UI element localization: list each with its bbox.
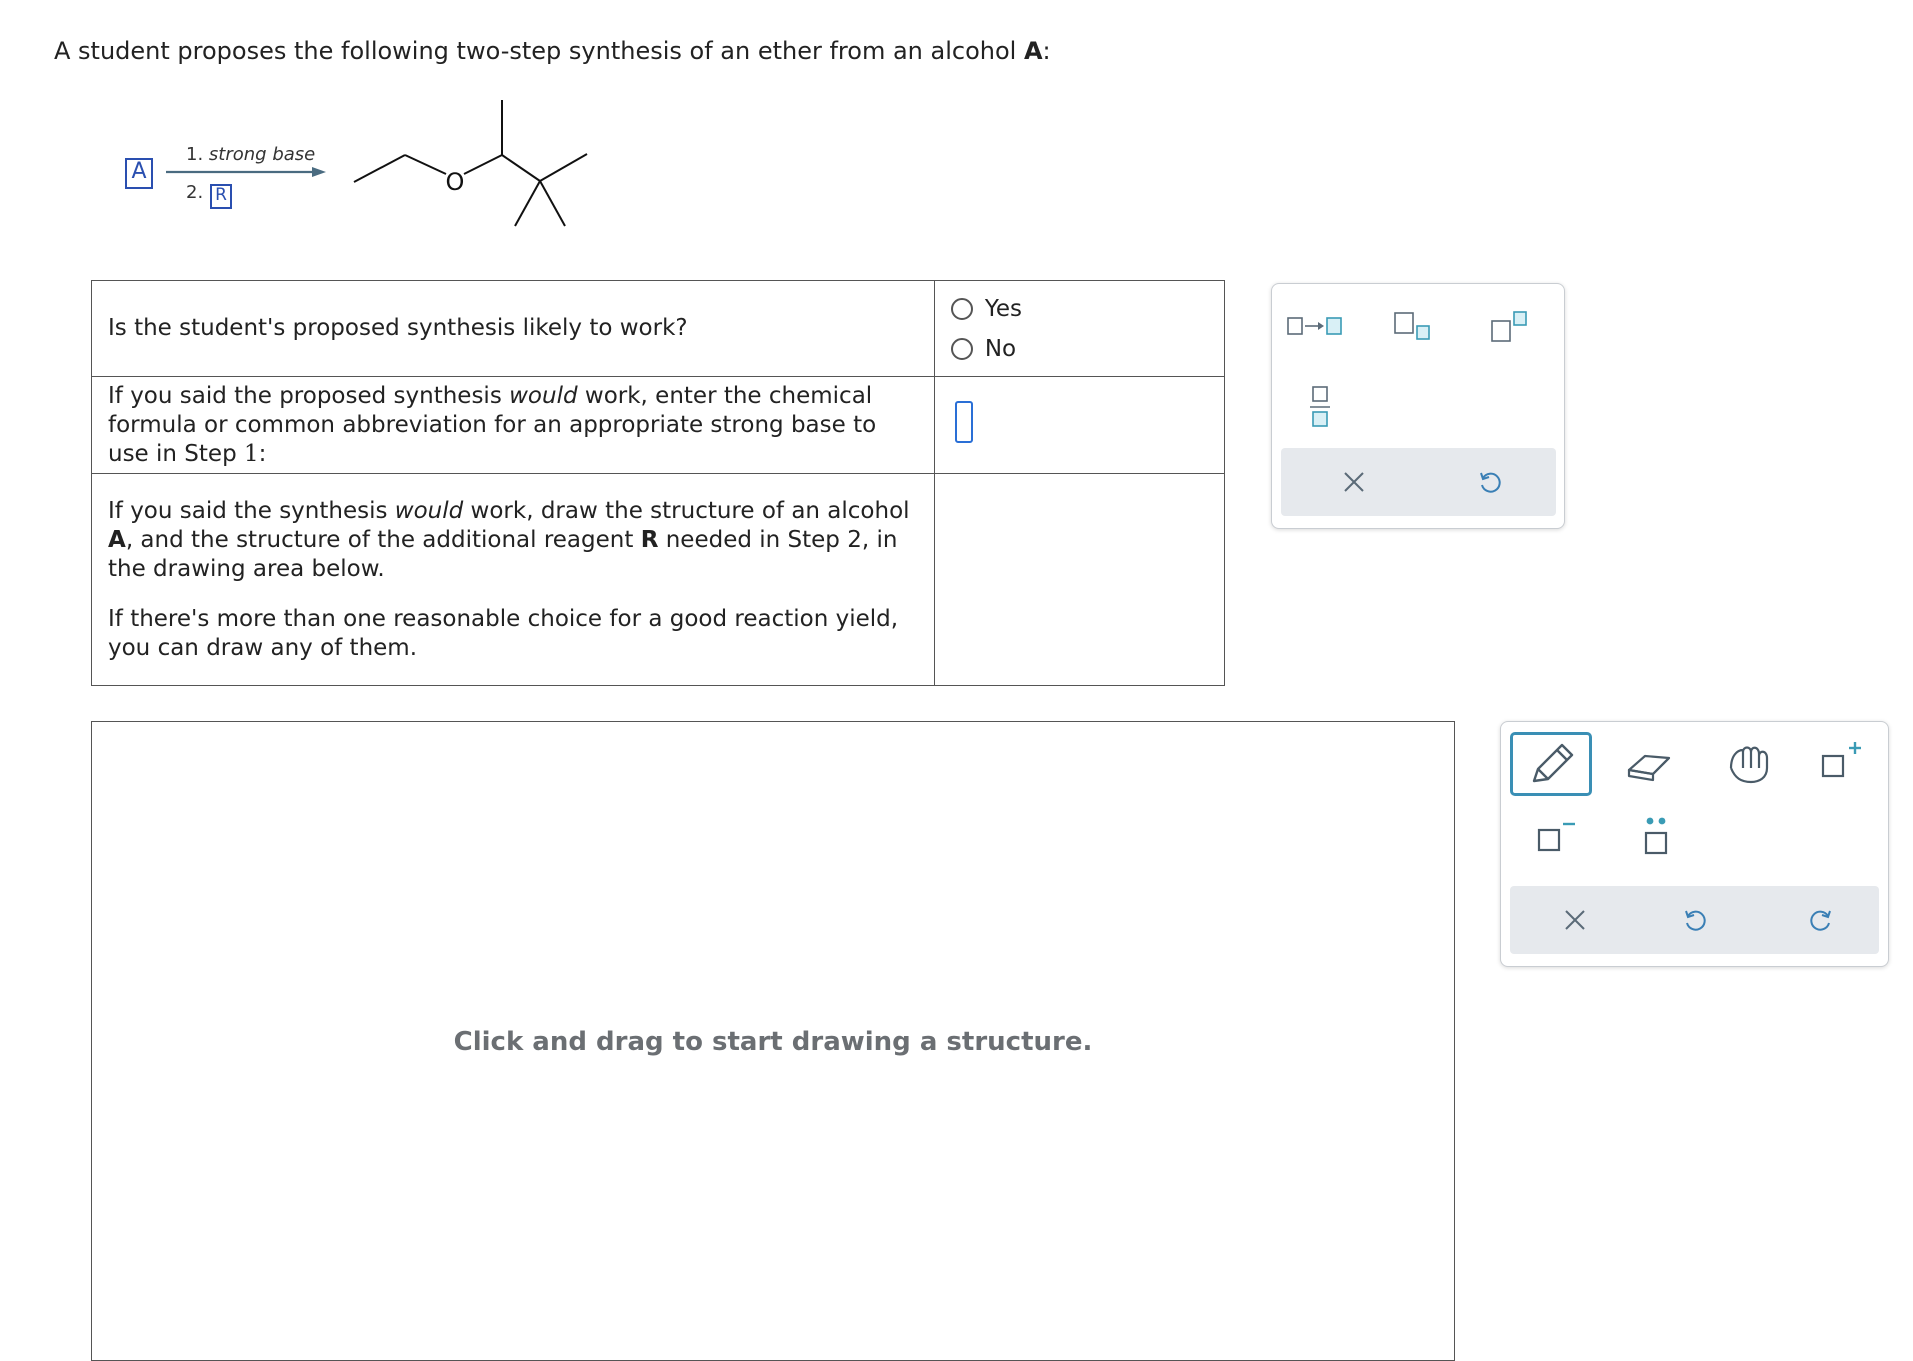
arrow-template-button[interactable] bbox=[1284, 312, 1350, 342]
reaction-scheme bbox=[120, 95, 620, 235]
eraser-icon bbox=[1623, 744, 1675, 784]
bond bbox=[540, 154, 587, 181]
bond bbox=[515, 181, 540, 226]
base-formula-input[interactable] bbox=[955, 401, 973, 443]
redo-icon bbox=[1808, 907, 1834, 933]
charge-minus-icon bbox=[1533, 816, 1579, 858]
intro-text: A student proposes the following two-step synthesis of an ether from an alcohol A: bbox=[54, 37, 1051, 65]
negative-charge-button[interactable] bbox=[1531, 814, 1581, 860]
eraser-tool-button[interactable] bbox=[1619, 742, 1679, 786]
start-label-a: A bbox=[125, 158, 153, 189]
bond bbox=[502, 155, 540, 181]
question-2: If you said the proposed synthesis would work, enter the chemical formula or common abbreviation for an appropriate strong base to use in Step 1: bbox=[92, 377, 935, 474]
alcohol-a-label: A bbox=[1023, 37, 1043, 65]
bond bbox=[354, 155, 405, 182]
drawing-area[interactable] bbox=[91, 721, 1455, 1361]
hand-icon bbox=[1725, 742, 1773, 786]
drawing-tools-palette bbox=[1500, 721, 1889, 967]
answer-2 bbox=[934, 377, 1224, 474]
arrow-template-icon bbox=[1286, 314, 1348, 340]
lone-pair-icon bbox=[1633, 815, 1679, 859]
answer-1 bbox=[934, 281, 1224, 377]
step2-label: 2. bbox=[186, 182, 204, 203]
add-charge-button[interactable] bbox=[1811, 736, 1871, 786]
subscript-button[interactable] bbox=[1390, 308, 1438, 344]
redo-drawing-button[interactable] bbox=[1803, 902, 1839, 938]
undo-icon bbox=[1682, 907, 1708, 933]
bond bbox=[405, 155, 446, 174]
undo-icon bbox=[1477, 469, 1503, 495]
format-palette bbox=[1271, 283, 1565, 529]
option-yes[interactable]: Yes bbox=[951, 289, 1208, 329]
close-icon bbox=[1563, 908, 1587, 932]
lone-pair-button[interactable] bbox=[1631, 814, 1681, 860]
radio-yes[interactable] bbox=[951, 298, 973, 320]
pencil-tool-button[interactable] bbox=[1510, 732, 1592, 796]
undo-drawing-button[interactable] bbox=[1677, 902, 1713, 938]
fraction-button[interactable] bbox=[1302, 382, 1338, 432]
superscript-icon bbox=[1488, 307, 1534, 345]
step1-label: 1. strong base bbox=[186, 144, 316, 165]
superscript-button[interactable] bbox=[1486, 306, 1536, 346]
clear-drawing-button[interactable] bbox=[1557, 902, 1593, 938]
close-icon bbox=[1342, 470, 1366, 494]
drawing-hint: Click and drag to start drawing a structure. bbox=[453, 1027, 1093, 1057]
question-3: If you said the synthesis would work, draw the structure of an alcohol A, and the structure of the additional reagent R needed in Step 2, in the drawing area below. If there's more than one reasonable choice for a good reaction yield, you can draw any of them. bbox=[92, 474, 935, 686]
product-structure bbox=[350, 95, 600, 235]
question-1: Is the student's proposed synthesis likely to work? bbox=[92, 281, 935, 377]
reaction-arrow bbox=[166, 165, 326, 179]
undo-button[interactable] bbox=[1472, 464, 1508, 500]
charge-plus-icon bbox=[1815, 738, 1867, 784]
subscript-icon bbox=[1392, 309, 1436, 343]
clear-button[interactable] bbox=[1336, 464, 1372, 500]
question-table bbox=[91, 280, 1225, 686]
oxygen-atom: O bbox=[445, 168, 465, 196]
pencil-icon bbox=[1526, 741, 1576, 787]
reagent-label-r: R bbox=[210, 184, 232, 209]
radio-no[interactable] bbox=[951, 338, 973, 360]
fraction-icon bbox=[1305, 383, 1335, 431]
answer-3 bbox=[934, 474, 1224, 686]
format-actions-bar bbox=[1281, 448, 1556, 516]
option-no[interactable]: No bbox=[951, 329, 1208, 369]
bond bbox=[540, 181, 565, 226]
hand-tool-button[interactable] bbox=[1719, 738, 1779, 790]
bond bbox=[464, 155, 502, 174]
